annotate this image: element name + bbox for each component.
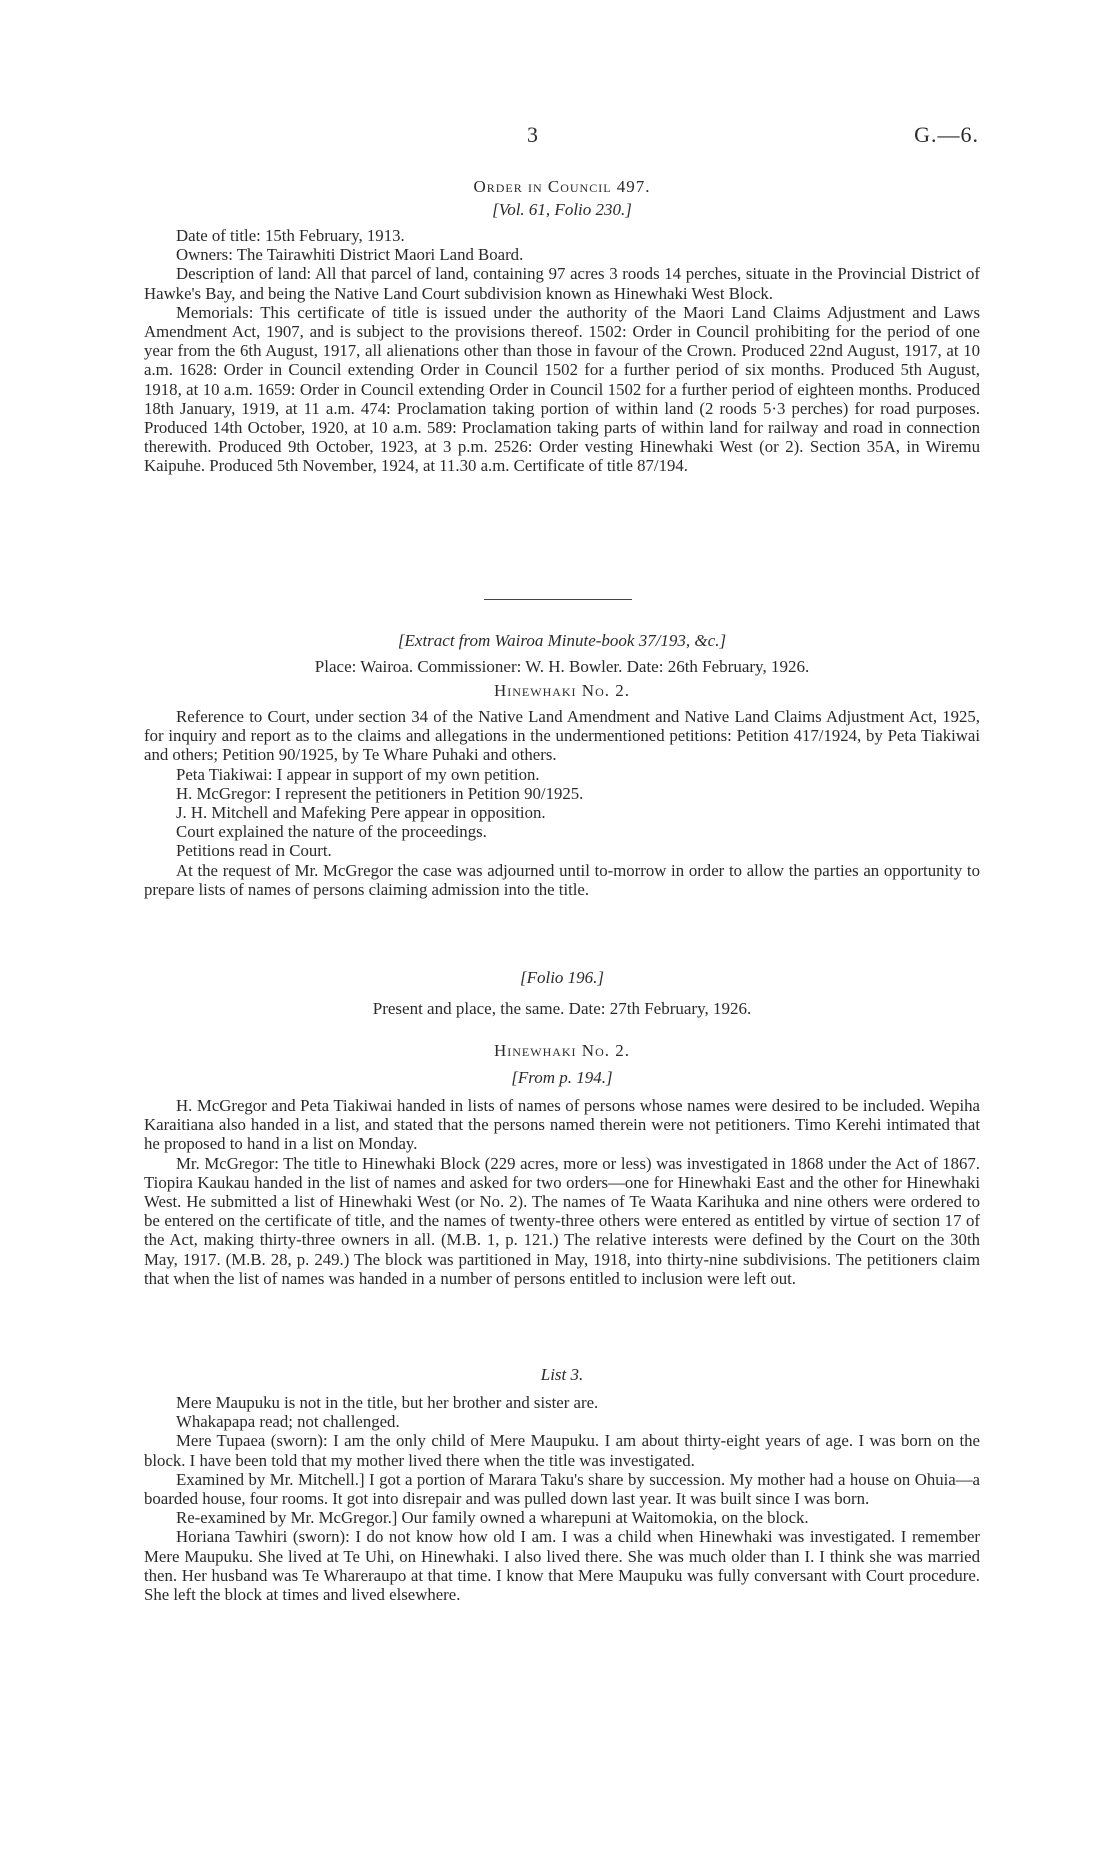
extract-heading: [Extract from Wairoa Minute-book 37/193, &c.] [397,631,727,650]
mere-maupuku-line: Mere Maupuku is not in the title, but her brother and sister are. [176,1393,599,1412]
folio-196-section [144,968,980,1288]
list-3-section [144,1365,980,1604]
hinewhaki-heading: Hinewhaki No. 2. [493,681,631,700]
re-examined-mcgregor: Re-examined by Mr. McGregor.] Our family owned a wharepuni at Waitomokia, on the block. [176,1508,809,1528]
court-explained: Court explained the nature of the proceedings. [176,822,487,842]
order-title: Order in Council 497. [473,177,651,196]
appearance-mitchell: J. H. Mitchell and Mafeking Pere appear in opposition. [176,803,546,823]
petitions-read: Petitions read in Court. [176,841,332,861]
whakapapa-line: Whakapapa read; not challenged. [176,1412,400,1432]
section-divider [484,599,632,600]
folio-heading: [Folio 196.] [519,968,605,987]
date-of-title: Date of title: 15th February, 1913. [176,226,405,245]
list-heading: List 3. [540,1365,584,1384]
examined-mitchell: Examined by Mr. Mitchell.] I got a portion of Marara Taku's share by succession. My mother had a house on Ohuia—a boarded house, four rooms. It got into disrepair and was pulled down last year. It was built since I was born. [144,1469,980,1509]
present-line: Present and place, the same. Date: 27th February, 1926. [372,999,752,1018]
description-of-land: Description of land: All that parcel of land, containing 97 acres 3 roods 14 perches, situate in the Provincial District of Hawke's Bay, and being the Native Land Court subdivision known as Hinewhaki West Block. [144,264,980,303]
appearance-peta: Peta Tiakiwai: I appear in support of my own petition. [176,764,540,784]
adjourned-paragraph: At the request of Mr. McGregor the case was adjourned until to-morrow in order to allow the parties an opportunity to prepare lists of names of persons claiming admission into the title. [144,860,980,899]
from-page: [From p. 194.] [511,1068,613,1087]
memorials: Memorials: This certificate of title is issued under the authority of the Maori Land Claims Adjustment and Laws Amendment Act, 1907, and is subject to the provisions thereof. 1502: Order in Council prohibiting for the period of one year from the 6th August, 1917, all alienations other than those in favour of the Crown. Produced 22nd August, 1917, at 10 a.m. 1628: Order in Council extending Order in Council 1502 for a further period of six months. Produced 5th August, 1918, at 10 a.m. 1659: Order in Council extending Order in Council 1502 for a further period of eighteen months. Produced 18th January, 1919, at 11 a.m. 474: Proclamation taking portion of within land (2 roods 5·3 perches) for road purposes. Produced 14th October, 1920, at 10 a.m. 589: Proclamation taking parts of within land for railway and road in connection therewith. Produced 9th October, 1923, at 3 p.m. 2526: Order vesting Hinewhaki West (or 2). Section 35A, in Wiremu Kaipuhe. Produced 5th November, 1924, at 11.30 a.m. Certificate of title 87/194. [144,302,980,476]
minute-book-extract-section [144,631,980,899]
reference-paragraph: Reference to Court, under section 34 of the Native Land Amendment and Native Land Claims Adjustment Act, 1925, for inquiry and report as to the claims and allegations in the undermentioned petitions: Petition 417/1924, by Peta Tiakiwai and others; Petition 90/1925, by Te Whare Puhaki and others. [144,707,980,765]
place-line: Place: Wairoa. Commissioner: W. H. Bowler. Date: 26th February, 1926. [314,657,810,676]
hinewhaki-heading-2: Hinewhaki No. 2. [493,1041,631,1060]
mere-tupaea-testimony: Mere Tupaea (sworn): I am the only child of Mere Maupuku. I am about thirty-eight years of age. I was born on the block. I have been told that my mother lived there when the title was investigated. [144,1431,980,1470]
order-in-council-section [144,177,980,476]
page-reference: G.—6. [914,122,979,147]
owners: Owners: The Tairawhiti District Maori Land Board. [176,245,524,265]
page-number: 3 [527,122,538,147]
mcgregor-statement: Mr. McGregor: The title to Hinewhaki Block (229 acres, more or less) was investigated in 1868 under the Act of 1867. Tiopira Kaukau handed in the list of names and asked for two orders—one for Hinewhaki East and the other for Hinewhaki West. He submitted a list of Hinewhaki West (or No. 2). The names of Te Waata Karihuka and nine others were ordered to be entered on the certificate of title, and the names of twenty-three others were entered as entitled by virtue of section 17 of the Act, making thirty-three owners in all. (M.B. 1, p. 121.) The relative interests were defined by the Court on the 30th May, 1917. (M.B. 28, p. 249.) The block was partitioned in May, 1918, into thirty-nine subdivisions. The petitioners claim that when the list of names was handed in a number of persons entitled to inclusion were left out. [144,1153,980,1288]
horiana-tawhiri-testimony: Horiana Tawhiri (sworn): I do not know how old I am. I was a child when Hinewhaki was investigated. I remember Mere Maupuku. She lived at Te Uhi, on Hinewhaki. I also lived there. She was much older than I. I think she was married then. Her husband was Te Whareraupo at that time. I know that Mere Maupuku was fully conversant with Court procedure. She left the block at times and lived elsewhere. [144,1527,980,1605]
order-folio: [Vol. 61, Folio 230.] [492,200,632,219]
appearance-mcgregor: H. McGregor: I represent the petitioners in Petition 90/1925. [176,783,584,803]
lists-paragraph: H. McGregor and Peta Tiakiwai handed in lists of names of persons whose names were desired to be included. Wepiha Karaitiana also handed in a list, and stated that the persons named therein were not petitioners. Timo Kerehi intimated that he proposed to hand in a list on Monday. [144,1096,980,1154]
